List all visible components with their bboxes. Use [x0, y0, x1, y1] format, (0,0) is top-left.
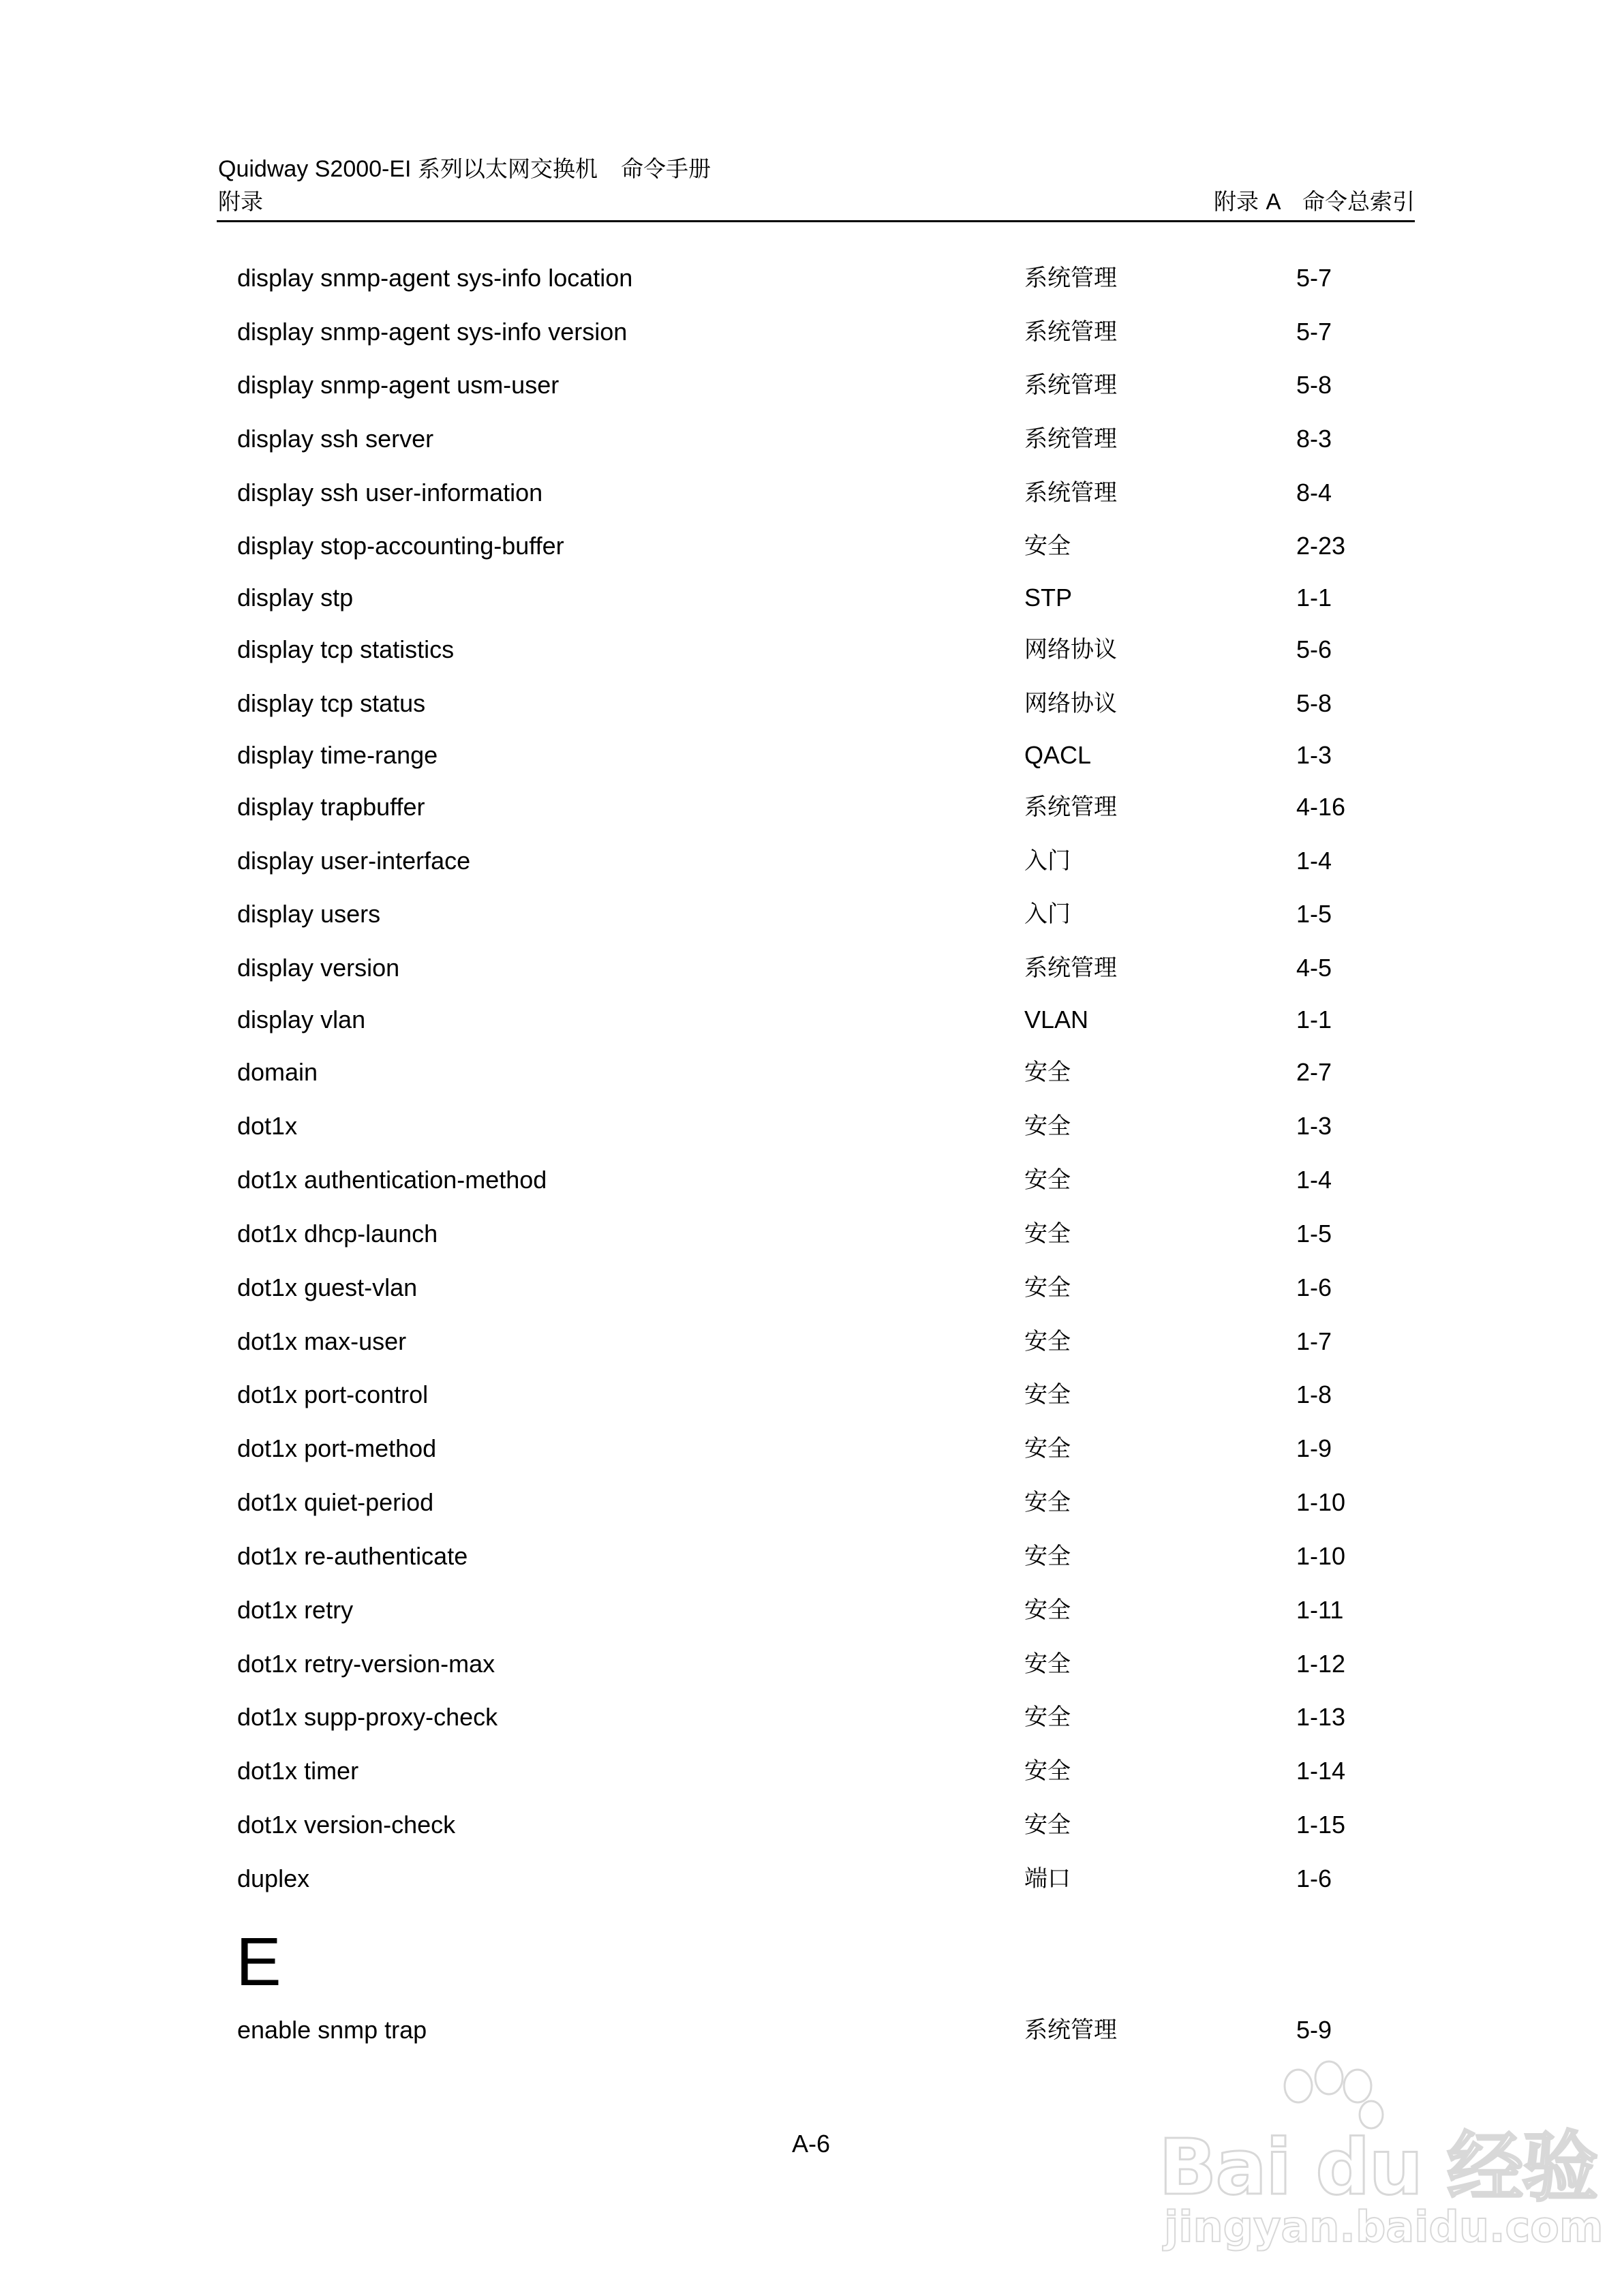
header-appendix-letter: A	[1266, 189, 1281, 214]
command-view: 安全	[1024, 1113, 1071, 1140]
command-page-ref: 5-6	[1296, 635, 1332, 663]
command-name: display snmp-agent sys-info version	[237, 318, 628, 346]
command-page-ref: 1-12	[1296, 1650, 1346, 1678]
command-name: display time-range	[237, 741, 438, 769]
command-view: 安全	[1024, 1811, 1071, 1839]
command-view: 网络协议	[1024, 690, 1117, 717]
table-row	[0, 529, 1622, 563]
command-name: dot1x re-authenticate	[237, 1542, 468, 1570]
table-row	[0, 422, 1622, 456]
table-row	[0, 1055, 1622, 1089]
table-row	[0, 1593, 1622, 1627]
command-view: 系统管理	[1024, 425, 1117, 453]
header-title	[218, 154, 711, 184]
table-row	[0, 1485, 1622, 1520]
command-page-ref: 1-4	[1296, 1166, 1332, 1194]
baidu-watermark	[1152, 2059, 1604, 2263]
command-page-ref: 1-7	[1296, 1327, 1332, 1355]
command-name: dot1x timer	[237, 1757, 359, 1785]
watermark-brand: Bai du 经验	[1159, 2124, 1597, 2212]
command-name: display trapbuffer	[237, 793, 425, 821]
table-row	[0, 897, 1622, 931]
header-series: 系列以太网交换机	[417, 155, 598, 182]
command-view: STP	[1024, 584, 1073, 611]
command-view: 系统管理	[1024, 372, 1117, 399]
command-page-ref: 1-13	[1296, 1703, 1346, 1731]
table-row	[0, 1163, 1622, 1197]
command-view: 安全	[1024, 1328, 1071, 1355]
table-row	[0, 1109, 1622, 1143]
table-row	[0, 1647, 1622, 1681]
command-page-ref: 1-3	[1296, 1112, 1332, 1140]
command-page-ref: 1-10	[1296, 1542, 1346, 1570]
table-row	[0, 476, 1622, 510]
table-row	[0, 2013, 1622, 2047]
command-view: 安全	[1024, 1166, 1071, 1194]
command-name: display stop-accounting-buffer	[237, 532, 564, 560]
command-view: 安全	[1024, 1274, 1071, 1301]
command-page-ref: 5-7	[1296, 318, 1332, 346]
command-name: dot1x dhcp-launch	[237, 1220, 438, 1248]
table-row	[0, 1539, 1622, 1573]
watermark-url: jingyan.baidu.com	[1164, 2202, 1604, 2252]
command-name: dot1x port-method	[237, 1434, 437, 1462]
table-row	[0, 738, 1622, 772]
command-name: dot1x authentication-method	[237, 1166, 547, 1194]
table-row	[0, 1325, 1622, 1359]
table-row	[0, 1862, 1622, 1896]
command-view: 系统管理	[1024, 318, 1117, 346]
command-name: display version	[237, 954, 400, 982]
command-name: display ssh server	[237, 425, 434, 453]
command-name: display tcp status	[237, 689, 426, 717]
command-name: display tcp statistics	[237, 635, 455, 663]
command-view: 安全	[1024, 1704, 1071, 1731]
command-page-ref: 1-5	[1296, 900, 1332, 928]
command-view: 安全	[1024, 1489, 1071, 1516]
command-name: dot1x quiet-period	[237, 1488, 434, 1516]
header-product: Quidway S2000-EI	[218, 156, 412, 182]
command-view: 端口	[1024, 1865, 1071, 1892]
command-page-ref: 5-8	[1296, 689, 1332, 717]
table-row	[0, 1003, 1622, 1037]
command-view: 安全	[1024, 1597, 1071, 1624]
command-page-ref: 2-7	[1296, 1058, 1332, 1086]
table-row	[0, 315, 1622, 349]
table-row	[0, 261, 1622, 295]
command-view: 入门	[1024, 901, 1071, 928]
table-row	[0, 686, 1622, 721]
command-name: dot1x version-check	[237, 1811, 456, 1839]
table-row	[0, 844, 1622, 878]
command-page-ref: 1-10	[1296, 1488, 1346, 1516]
command-name: dot1x guest-vlan	[237, 1273, 418, 1301]
command-page-ref: 1-4	[1296, 847, 1332, 875]
table-row	[0, 1754, 1622, 1788]
command-view: 网络协议	[1024, 636, 1117, 663]
command-name: display stp	[237, 584, 354, 611]
command-view: QACL	[1024, 741, 1092, 769]
command-page-ref: 1-6	[1296, 1273, 1332, 1301]
command-name: display ssh user-information	[237, 479, 543, 507]
command-name: display users	[237, 900, 381, 928]
header-manual: 命令手册	[620, 155, 711, 182]
table-row	[0, 1217, 1622, 1251]
command-name: domain	[237, 1058, 318, 1086]
command-name: display snmp-agent sys-info location	[237, 264, 633, 292]
table-row	[0, 1378, 1622, 1412]
command-name: display user-interface	[237, 847, 471, 875]
page-number: A-6	[791, 2130, 831, 2158]
command-view: 安全	[1024, 1381, 1071, 1408]
command-view: 安全	[1024, 1435, 1071, 1462]
command-page-ref: 5-9	[1296, 2016, 1332, 2044]
command-view: 安全	[1024, 1059, 1071, 1086]
command-name: dot1x	[237, 1112, 298, 1140]
command-page-ref: 4-5	[1296, 954, 1332, 982]
section-letter-e: E	[236, 1924, 281, 2000]
command-view: VLAN	[1024, 1006, 1089, 1033]
command-view: 系统管理	[1024, 479, 1117, 507]
command-view: 安全	[1024, 1650, 1071, 1678]
command-view: 安全	[1024, 532, 1071, 560]
command-name: duplex	[237, 1864, 310, 1892]
command-name: dot1x retry-version-max	[237, 1650, 495, 1678]
command-name: enable snmp trap	[237, 2016, 427, 2044]
command-page-ref: 1-11	[1296, 1596, 1344, 1624]
command-page-ref: 1-8	[1296, 1380, 1332, 1408]
command-page-ref: 1-9	[1296, 1434, 1332, 1462]
header-appendix-title	[1214, 187, 1415, 217]
command-page-ref: 1-3	[1296, 741, 1332, 769]
table-row	[0, 368, 1622, 402]
command-view: 系统管理	[1024, 794, 1117, 821]
header-section: 附录	[218, 188, 263, 215]
header-rule	[217, 220, 1415, 222]
command-view: 安全	[1024, 1543, 1071, 1570]
table-row	[0, 581, 1622, 615]
table-row	[0, 1271, 1622, 1305]
command-view: 系统管理	[1024, 954, 1117, 982]
command-page-ref: 8-4	[1296, 479, 1332, 507]
command-page-ref: 1-15	[1296, 1811, 1346, 1839]
command-page-ref: 5-8	[1296, 371, 1332, 399]
table-row	[0, 1700, 1622, 1734]
command-name: display vlan	[237, 1006, 366, 1033]
command-view: 安全	[1024, 1220, 1071, 1248]
table-row	[0, 951, 1622, 985]
command-page-ref: 4-16	[1296, 793, 1346, 821]
command-page-ref: 8-3	[1296, 425, 1332, 453]
table-row	[0, 1432, 1622, 1466]
command-name: dot1x port-control	[237, 1380, 429, 1408]
command-name: dot1x supp-proxy-check	[237, 1703, 498, 1731]
command-name: dot1x retry	[237, 1596, 354, 1624]
command-page-ref: 1-6	[1296, 1864, 1332, 1892]
command-page-ref: 1-1	[1296, 584, 1332, 611]
command-view: 入门	[1024, 847, 1071, 875]
command-view: 安全	[1024, 1757, 1071, 1785]
command-name: dot1x max-user	[237, 1327, 407, 1355]
command-page-ref: 1-14	[1296, 1757, 1346, 1785]
command-page-ref: 1-1	[1296, 1006, 1332, 1033]
command-page-ref: 1-5	[1296, 1220, 1332, 1248]
command-name: display snmp-agent usm-user	[237, 371, 560, 399]
table-row	[0, 633, 1622, 667]
command-page-ref: 2-23	[1296, 532, 1346, 560]
table-row	[0, 790, 1622, 824]
command-view: 系统管理	[1024, 2016, 1117, 2044]
table-row	[0, 1808, 1622, 1842]
header-appendix-label: 附录	[1214, 188, 1259, 215]
command-page-ref: 5-7	[1296, 264, 1332, 292]
command-view: 系统管理	[1024, 265, 1117, 292]
header-index-title: 命令总索引	[1302, 188, 1415, 215]
